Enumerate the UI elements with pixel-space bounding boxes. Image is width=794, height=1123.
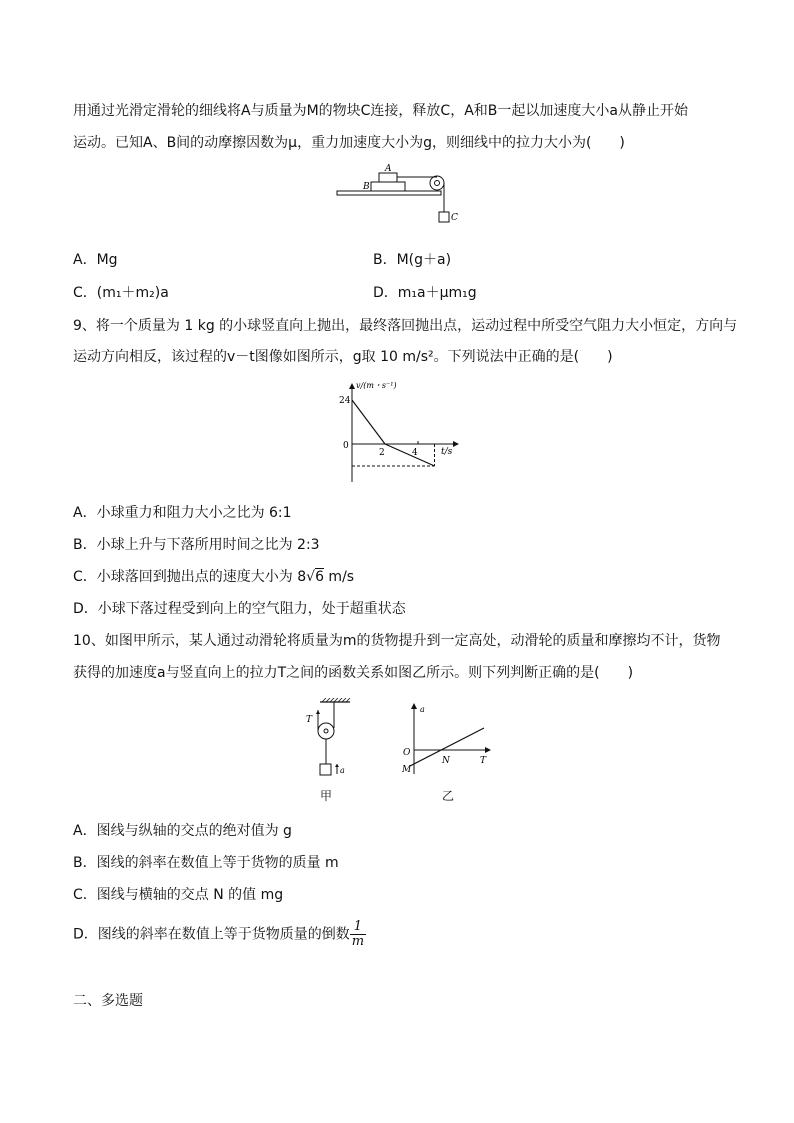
q9-stem-line1: 9、将一个质量为 1 kg 的小球竖直向上抛出，最终落回抛出点，运动过程中所受空气阻力大小恒定，方向与 xyxy=(73,318,738,334)
q8-option-d: D．m₁a＋μm₁g xyxy=(373,285,477,301)
q10-stem-line1: 10、如图甲所示，某人通过动滑轮将质量为m的货物提升到一定高处，动滑轮的质量和摩擦均不计，货物 xyxy=(73,633,721,649)
q9-option-d: D．小球下落过程受到向上的空气阻力，处于超重状态 xyxy=(73,601,406,617)
q8-label-a: A xyxy=(385,164,392,174)
q10-stem-line2: 获得的加速度a与竖直向上的拉力T之间的函数关系如图乙所示。则下列判断正确的是( ) xyxy=(73,665,634,681)
q8-option-a: A．Mg xyxy=(73,252,118,268)
q10-option-b: B．图线的斜率在数值上等于货物的质量 m xyxy=(73,855,339,871)
q9-option-c-prefix: C．小球落回到抛出点的速度大小为 8 xyxy=(73,569,307,585)
q8-stem-line1: 用通过光滑定滑轮的细线将A与质量为M的物块C连接，释放C，A和B一起以加速度大小a从静止开始 xyxy=(73,103,688,119)
q10-jia-t: T xyxy=(306,715,313,725)
q8-stem-line2: 运动。已知A、B间的动摩擦因数为μ，重力加速度大小为g，则细线中的拉力大小为( ) xyxy=(73,135,625,151)
q10-fraction-denominator: m xyxy=(351,934,365,949)
q9-y-tick-24: 24 xyxy=(339,396,351,406)
q9-velocity-line-up xyxy=(352,400,385,444)
q9-option-a: A．小球重力和阻力大小之比为 6:1 xyxy=(73,505,292,521)
q10-yi-o: O xyxy=(403,748,411,758)
q9-option-c xyxy=(73,567,354,587)
q10-option-a: A．图线与纵轴的交点的绝对值为 g xyxy=(73,823,292,839)
q10-fraction-numerator: 1 xyxy=(350,920,366,935)
q8-label-c: C xyxy=(451,213,458,223)
q10-yi-a: a xyxy=(420,705,425,714)
q10-caption-jia: 甲 xyxy=(320,789,333,803)
q8-option-b: B．M(g＋a) xyxy=(373,252,452,268)
q10-yi-t: T xyxy=(480,756,487,766)
q8-label-b: B xyxy=(363,182,370,192)
sqrt-icon: √ xyxy=(306,569,316,585)
q8-option-c: C．(m₁＋m₂)a xyxy=(73,285,169,301)
q10-option-d-text: D．图线的斜率在数值上等于货物质量的倒数 xyxy=(73,926,350,943)
q9-velocity-line-down xyxy=(385,444,435,466)
q9-x-axis-label: t/s xyxy=(441,447,453,457)
q9-stem-line2: 运动方向相反，该过程的v－t图像如图所示，g取 10 m/s²。下列说法中正确的是( ) xyxy=(73,349,613,365)
q9-y-axis-label: v/(m・s⁻¹) xyxy=(356,381,397,390)
q10-option-d-fraction xyxy=(350,920,366,949)
q9-vt-graph xyxy=(330,378,470,486)
q10-jia-a: a xyxy=(340,766,345,775)
q9-option-c-root: 6 xyxy=(315,569,324,585)
q10-caption-yi: 乙 xyxy=(442,789,455,803)
q9-x-tick-4: 4 xyxy=(412,448,418,458)
q9-option-b: B．小球上升与下落所用时间之比为 2:3 xyxy=(73,537,320,553)
q10-yi-m: M xyxy=(402,765,412,775)
q9-option-c-suffix: m/s xyxy=(323,569,355,585)
q9-x-tick-2: 2 xyxy=(379,448,385,458)
section-heading-multiple-choice: 二、多选题 xyxy=(73,993,143,1009)
q10-option-d xyxy=(73,920,366,949)
q10-fig-jia-pulley xyxy=(300,698,360,784)
q10-yi-n: N xyxy=(442,756,450,766)
q9-origin: 0 xyxy=(343,441,349,451)
q8-pulley-figure xyxy=(333,163,468,231)
q10-option-c: C．图线与横轴的交点 N 的值 mg xyxy=(73,887,284,903)
q10-fig-yi-graph xyxy=(398,700,494,780)
